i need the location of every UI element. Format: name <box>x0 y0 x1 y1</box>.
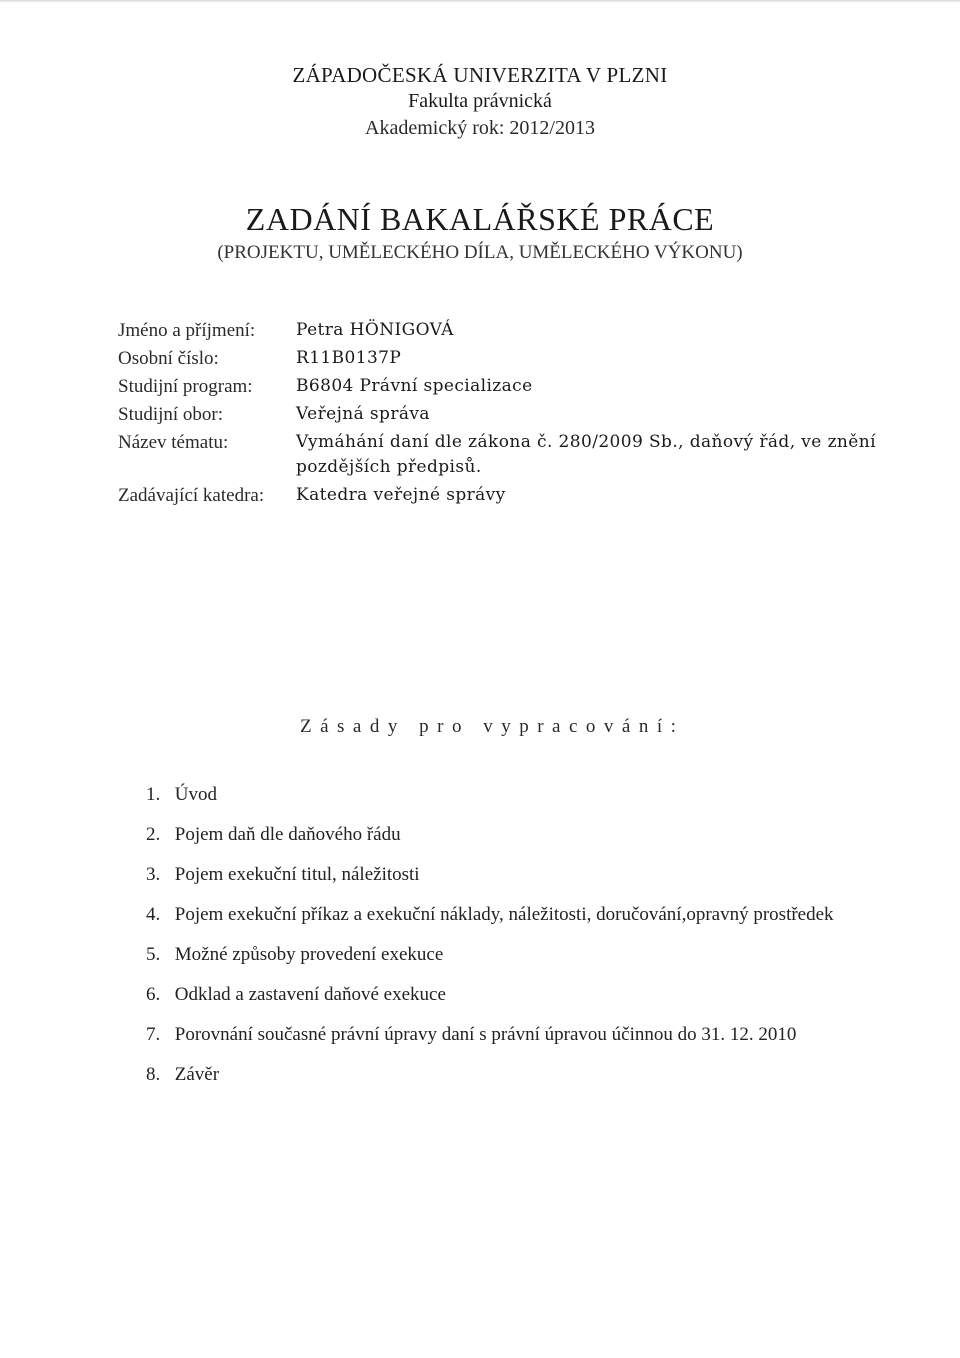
list-item-number: 6. <box>146 984 161 1005</box>
list-item <box>146 780 936 820</box>
student-info-table <box>118 318 898 511</box>
academic-year: Akademický rok: 2012/2013 <box>365 117 595 139</box>
list-item-text: Možné způsoby provedení exekuce <box>174 944 444 965</box>
list-item-number: 4. <box>146 904 161 925</box>
info-value-topic: Vymáhání daní dle zákona č. 280/2009 Sb., daňový řád, ve znění pozdějších předpisů. <box>296 432 876 477</box>
list-item <box>146 1020 936 1060</box>
list-item <box>146 820 936 860</box>
info-label: Osobní číslo: <box>118 348 219 369</box>
info-row-study-program <box>118 374 898 399</box>
info-label: Jméno a příjmení: <box>118 320 256 341</box>
list-item-number: 5. <box>146 944 161 965</box>
list-item-text: Pojem exekuční příkaz a exekuční náklady, náležitosti, doručování,opravný prostředek <box>174 904 834 925</box>
document-header <box>0 62 960 142</box>
list-item-text: Pojem daň dle daňového řádu <box>174 824 401 845</box>
faculty-name: Fakulta právnická <box>408 90 552 112</box>
list-item-number: 2. <box>146 824 161 845</box>
info-row-personal-number <box>118 346 898 371</box>
list-item-text: Úvod <box>174 784 217 805</box>
list-item-number: 8. <box>146 1064 161 1085</box>
info-row-department <box>118 483 898 508</box>
list-item-number: 7. <box>146 1024 161 1045</box>
info-value-study-field: Veřejná správa <box>296 404 430 424</box>
info-value-name: Petra HÖNIGOVÁ <box>296 320 454 340</box>
principles-heading: Zásady pro vypracování: <box>300 716 685 737</box>
list-item <box>146 940 936 980</box>
list-item <box>146 1060 936 1100</box>
university-name: ZÁPADOČESKÁ UNIVERZITA V PLZNI <box>292 63 668 87</box>
principles-list <box>146 780 936 1100</box>
info-label: Studijní obor: <box>118 404 224 425</box>
list-item <box>146 980 936 1020</box>
info-label: Zadávající katedra: <box>118 485 265 506</box>
list-item-text: Závěr <box>174 1064 220 1085</box>
info-label: Název tématu: <box>118 432 229 453</box>
list-item-text: Pojem exekuční titul, náležitosti <box>174 864 420 885</box>
list-item-text: Porovnání současné právní úpravy daní s právní úpravou účinnou do 31. 12. 2010 <box>174 1024 797 1045</box>
info-row-topic <box>118 430 898 480</box>
scan-edge <box>0 0 960 3</box>
document-subtitle: (PROJEKTU, UMĚLECKÉHO DÍLA, UMĚLECKÉHO VÝKONU) <box>217 242 743 263</box>
info-value-study-program: B6804 Právní specializace <box>296 376 533 396</box>
list-item <box>146 860 936 900</box>
info-row-name <box>118 318 898 343</box>
list-item-number: 1. <box>146 784 161 805</box>
info-value-department: Katedra veřejné správy <box>296 485 506 505</box>
document-title-block <box>0 199 960 265</box>
document-title: ZADÁNÍ BAKALÁŘSKÉ PRÁCE <box>245 201 715 237</box>
info-row-study-field <box>118 402 898 427</box>
list-item <box>146 900 936 940</box>
info-label: Studijní program: <box>118 376 253 397</box>
list-item-text: Odklad a zastavení daňové exekuce <box>174 984 446 1005</box>
info-value-personal-number: R11B0137P <box>296 348 402 368</box>
list-item-number: 3. <box>146 864 161 885</box>
